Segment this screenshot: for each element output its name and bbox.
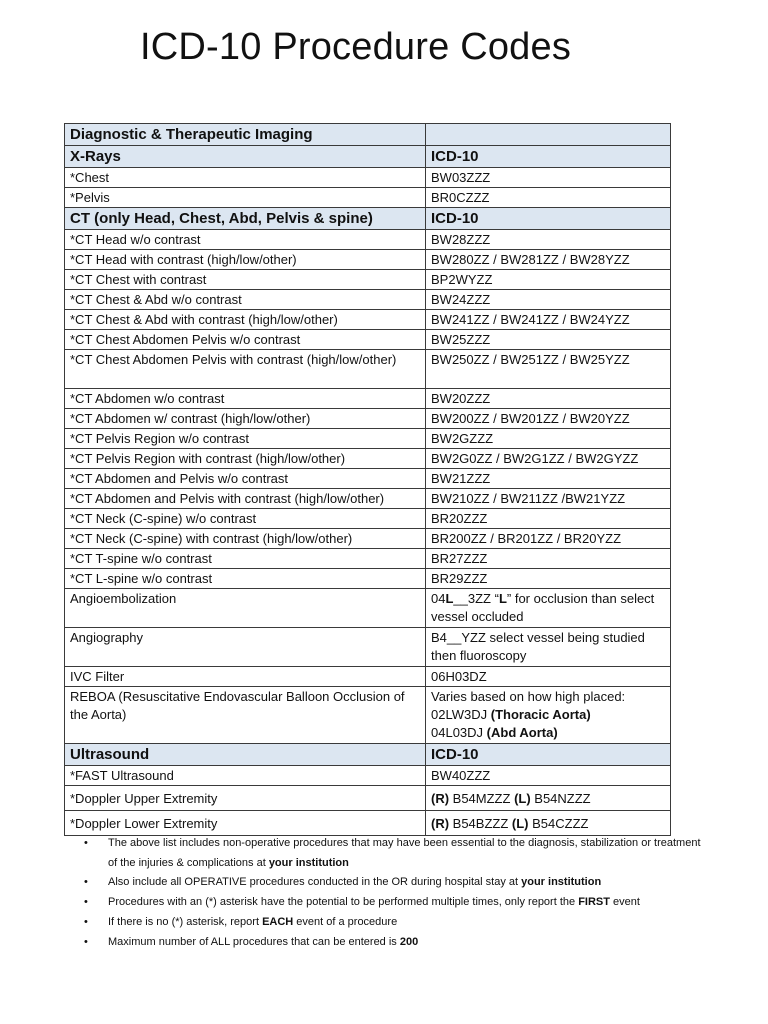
procedure-code: BP2WYZZ	[426, 270, 671, 290]
procedure-code: BW21ZZZ	[426, 469, 671, 489]
bullet-icon: •	[84, 896, 88, 909]
code-part-bold: L	[445, 591, 454, 606]
procedure-name: REBOA (Resuscitative Endovascular Balloon Occlusion of the Aorta)	[65, 687, 426, 744]
side-left: (L)	[511, 815, 529, 831]
procedure-code: 06H03DZ	[426, 667, 671, 687]
table-header-label: Diagnostic & Therapeutic Imaging	[65, 124, 426, 146]
procedure-name: *CT Pelvis Region with contrast (high/low/other)	[65, 449, 426, 469]
procedure-code: BW200ZZ / BW201ZZ / BW20YZZ	[426, 409, 671, 429]
procedure-code: BR20ZZZ	[426, 509, 671, 529]
procedure-name: *CT Chest with contrast	[65, 270, 426, 290]
procedure-code	[426, 811, 671, 836]
note-tail: event of a procedure	[293, 915, 398, 928]
procedure-name: *CT Neck (C-spine) with contrast (high/low/other)	[65, 529, 426, 549]
section-header-xrays	[65, 146, 671, 168]
code-part: __3ZZ “	[453, 591, 499, 606]
table-row-angiography	[65, 628, 671, 667]
procedure-code	[426, 786, 671, 811]
table-header-code	[426, 124, 671, 146]
procedure-name: *CT L-spine w/o contrast	[65, 569, 426, 589]
code-part-bold: (Abd Aorta)	[486, 725, 558, 740]
table-row	[65, 409, 671, 429]
side-left: (L)	[514, 790, 531, 806]
bullet-icon: •	[84, 876, 88, 889]
procedure-code: B4__YZZ select vessel being studied then fluoroscopy	[426, 628, 671, 667]
procedure-name: *CT Abdomen and Pelvis with contrast (high/low/other)	[65, 489, 426, 509]
procedure-code: BR29ZZZ	[426, 569, 671, 589]
code-part: 04L03DJ	[431, 725, 487, 740]
procedure-name: *Pelvis	[65, 188, 426, 208]
procedure-code: BW2GZZZ	[426, 429, 671, 449]
section-code-header: ICD-10	[426, 744, 671, 766]
reboa-line-2	[431, 706, 665, 724]
procedure-name: *Doppler Upper Extremity	[65, 786, 426, 811]
section-header-ultrasound	[65, 744, 671, 766]
code-part: B54MZZZ	[449, 790, 515, 806]
procedure-name: *CT Abdomen w/o contrast	[65, 389, 426, 409]
table-row	[65, 449, 671, 469]
procedure-code: BW241ZZ / BW241ZZ / BW24YZZ	[426, 310, 671, 330]
section-code-header: ICD-10	[426, 208, 671, 230]
note-tail: event	[609, 896, 640, 909]
table-row	[65, 389, 671, 409]
procedure-code: BW40ZZZ	[426, 766, 671, 786]
code-part: B54NZZZ	[530, 790, 591, 806]
section-label: CT (only Head, Chest, Abd, Pelvis & spine)	[65, 208, 426, 230]
procedure-code	[426, 589, 671, 628]
procedure-code: BW24ZZZ	[426, 290, 671, 310]
procedure-code: BW2G0ZZ / BW2G1ZZ / BW2GYZZ	[426, 449, 671, 469]
code-part: B54CZZZ	[528, 815, 589, 831]
note-text: If there is no (*) asterisk, report	[108, 915, 263, 928]
procedure-name: *CT Chest Abdomen Pelvis w/o contrast	[65, 330, 426, 350]
table-row	[65, 350, 671, 389]
table-row	[65, 188, 671, 208]
procedure-code: BW20ZZZ	[426, 389, 671, 409]
note-bold: your institution	[268, 856, 349, 869]
procedure-code: BR0CZZZ	[426, 188, 671, 208]
procedure-name: *FAST Ultrasound	[65, 766, 426, 786]
note-text: Procedures with an (*) asterisk have the potential to be performed multiple times, only report the	[108, 896, 579, 909]
table-row	[65, 330, 671, 350]
procedure-name: *Doppler Lower Extremity	[65, 811, 426, 836]
procedure-name: *CT Head with contrast (high/low/other)	[65, 250, 426, 270]
table-row-reboa	[65, 687, 671, 744]
reboa-line-3	[431, 724, 665, 742]
procedure-name: *CT Abdomen and Pelvis w/o contrast	[65, 469, 426, 489]
table-row	[65, 270, 671, 290]
side-right: (R)	[431, 790, 450, 806]
procedure-name: *CT Abdomen w/ contrast (high/low/other)	[65, 409, 426, 429]
procedure-name: *CT T-spine w/o contrast	[65, 549, 426, 569]
table-row	[65, 310, 671, 330]
table-row-doppler-lower	[65, 811, 671, 836]
section-label: Ultrasound	[65, 744, 426, 766]
code-part: 02LW3DJ	[431, 707, 491, 722]
procedure-code: BR27ZZZ	[426, 549, 671, 569]
procedure-code: BR200ZZ / BR201ZZ / BR20YZZ	[426, 529, 671, 549]
procedure-code: BW210ZZ / BW211ZZ /BW21YZZ	[426, 489, 671, 509]
procedure-code: BW280ZZ / BW281ZZ / BW28YZZ	[426, 250, 671, 270]
procedure-name: *CT Neck (C-spine) w/o contrast	[65, 509, 426, 529]
code-part: B54BZZZ	[449, 815, 512, 831]
procedure-name: Angioembolization	[65, 589, 426, 628]
table-row-doppler-upper	[65, 786, 671, 811]
procedure-name: *CT Head w/o contrast	[65, 230, 426, 250]
table-row	[65, 469, 671, 489]
note-text: Maximum number of ALL procedures that can be entered is	[108, 935, 400, 948]
table-row	[65, 429, 671, 449]
note-text: The above list includes non-operative procedures that may have been essential to the diagnosis, stabilization or treatment of the injuries & complications at	[108, 837, 701, 869]
procedure-name: IVC Filter	[65, 667, 426, 687]
table-row	[65, 569, 671, 589]
section-code-header: ICD-10	[426, 146, 671, 168]
note-text: Also include all OPERATIVE procedures conducted in the OR during hospital stay at	[108, 876, 522, 889]
table-row	[65, 168, 671, 188]
table-row	[65, 549, 671, 569]
procedure-name: *CT Pelvis Region w/o contrast	[65, 429, 426, 449]
reboa-line-1: Varies based on how high placed:	[431, 689, 626, 704]
procedure-code: BW03ZZZ	[426, 168, 671, 188]
table-row	[65, 250, 671, 270]
procedure-name: *CT Chest & Abd with contrast (high/low/other)	[65, 310, 426, 330]
table-row	[65, 509, 671, 529]
table-row	[65, 489, 671, 509]
section-label: X-Rays	[65, 146, 426, 168]
code-part-bold: L	[498, 591, 507, 606]
code-part: ” for occlusion than select vessel occluded	[431, 591, 655, 624]
code-part: 04	[431, 591, 446, 606]
list-item	[84, 933, 704, 953]
table-row-angioembolization	[65, 589, 671, 628]
procedure-code	[426, 687, 671, 744]
table-row	[65, 529, 671, 549]
procedure-name: *CT Chest Abdomen Pelvis with contrast (high/low/other)	[65, 350, 426, 389]
bullet-icon: •	[84, 837, 88, 849]
table-header-row	[65, 124, 671, 146]
side-right: (R)	[431, 815, 450, 831]
procedure-code: BW25ZZZ	[426, 330, 671, 350]
section-header-ct	[65, 208, 671, 230]
table-row-ivc-filter	[65, 667, 671, 687]
procedure-code: BW28ZZZ	[426, 230, 671, 250]
list-item	[84, 873, 704, 893]
notes-list	[84, 834, 704, 952]
note-bold: your institution	[521, 876, 602, 889]
page-title: ICD-10 Procedure Codes	[140, 26, 572, 68]
procedure-codes-table	[64, 123, 671, 836]
procedure-name: Angiography	[65, 628, 426, 667]
bullet-icon: •	[84, 935, 88, 948]
note-bold: 200	[399, 935, 419, 948]
list-item	[84, 834, 704, 873]
bullet-icon: •	[84, 915, 88, 928]
note-bold: EACH	[262, 915, 294, 928]
table-row	[65, 766, 671, 786]
list-item	[84, 913, 704, 933]
note-bold: FIRST	[578, 896, 610, 909]
table-row	[65, 230, 671, 250]
list-item	[84, 893, 704, 913]
procedure-name: *Chest	[65, 168, 426, 188]
table-row	[65, 290, 671, 310]
procedure-code: BW250ZZ / BW251ZZ / BW25YZZ	[426, 350, 671, 389]
code-part-bold: (Thoracic Aorta)	[490, 707, 591, 722]
procedure-name: *CT Chest & Abd w/o contrast	[65, 290, 426, 310]
